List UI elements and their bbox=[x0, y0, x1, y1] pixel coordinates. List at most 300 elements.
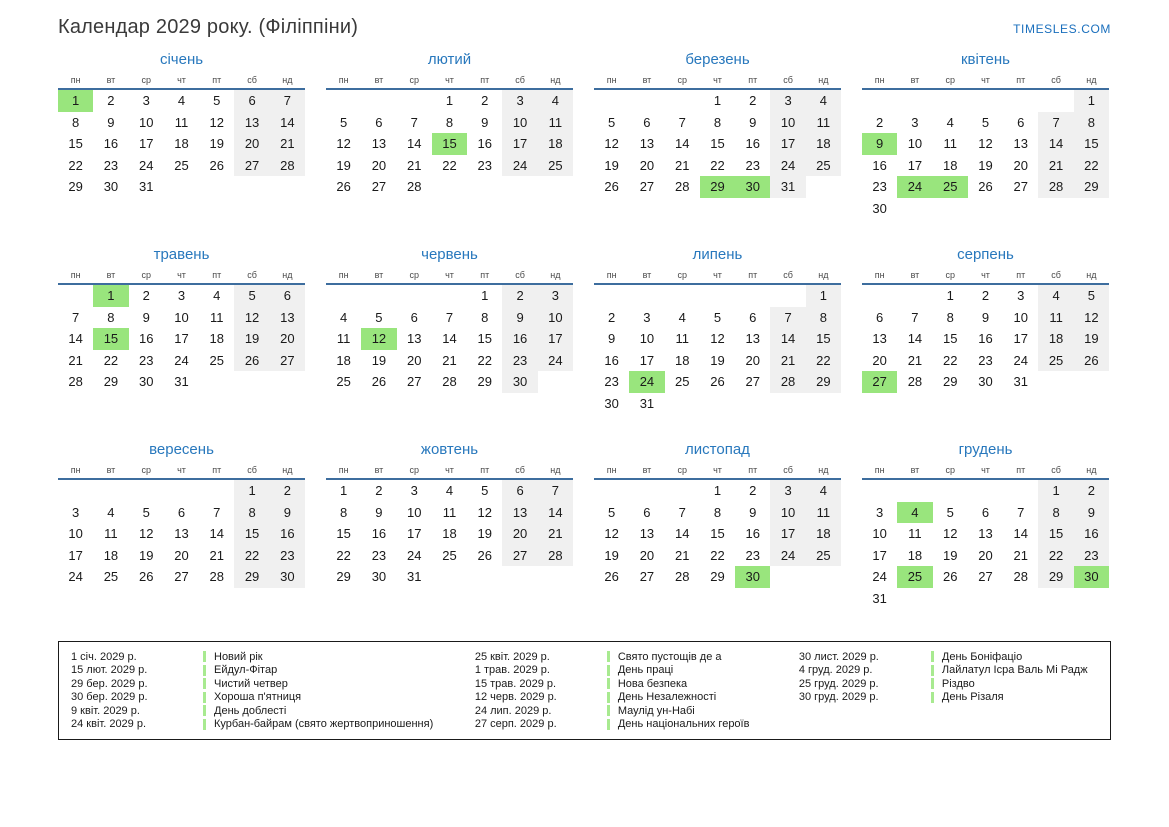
day-cell: 27 bbox=[745, 374, 761, 390]
weekday-label: пн bbox=[338, 270, 349, 280]
weekday-label: пт bbox=[1016, 270, 1026, 280]
day-cell: 26 bbox=[138, 569, 154, 585]
holiday-name: День Боніфаціо bbox=[941, 650, 1023, 663]
day-cell: 19 bbox=[978, 157, 993, 173]
days-grid bbox=[58, 285, 305, 393]
weekday-label: пн bbox=[606, 465, 617, 475]
day-cell: 23 bbox=[270, 545, 305, 567]
day-cell: 11 bbox=[806, 112, 841, 134]
day-cell: 31 bbox=[174, 374, 189, 390]
holiday-name: Різдво bbox=[941, 677, 975, 690]
day-cell: 25 bbox=[1038, 350, 1073, 372]
holiday-name: Ейдул-Фітар bbox=[214, 664, 278, 677]
day-cell: 27 bbox=[406, 374, 422, 390]
day-cell: 14 bbox=[907, 331, 923, 347]
day-cell: 20 bbox=[406, 352, 422, 368]
day-cell: 27 bbox=[978, 569, 993, 585]
day-cell: 4 bbox=[897, 502, 932, 524]
day-cell: 21 bbox=[907, 352, 923, 368]
month-title: грудень bbox=[958, 441, 1013, 458]
weekday-label: сб bbox=[247, 465, 257, 475]
weekday-label: чт bbox=[177, 465, 186, 475]
day-cell: 13 bbox=[872, 331, 887, 347]
month-title: червень bbox=[421, 246, 478, 263]
day-cell: 13 bbox=[639, 526, 655, 542]
day-cell: 20 bbox=[371, 157, 387, 173]
weekday-label: пн bbox=[874, 75, 885, 85]
legend-marker bbox=[607, 678, 610, 689]
day-cell: 28 bbox=[538, 545, 573, 567]
day-cell: 24 bbox=[770, 155, 805, 177]
weekday-label: пт bbox=[480, 465, 490, 475]
day-cell: 9 bbox=[502, 307, 537, 329]
empty-cell bbox=[862, 90, 897, 112]
day-cell: 4 bbox=[445, 483, 454, 499]
weekday-label: пн bbox=[70, 270, 81, 280]
day-cell: 17 bbox=[770, 523, 805, 545]
weekday-label: вт bbox=[910, 465, 920, 475]
empty-cell bbox=[735, 393, 770, 415]
day-cell: 6 bbox=[876, 309, 884, 325]
day-cell: 3 bbox=[911, 114, 919, 130]
day-cell: 3 bbox=[142, 93, 150, 109]
day-cell: 17 bbox=[907, 157, 923, 173]
days-grid bbox=[594, 285, 841, 414]
day-cell: 8 bbox=[481, 309, 489, 325]
weekday-label: сб bbox=[1051, 465, 1061, 475]
day-cell: 29 bbox=[1074, 176, 1109, 198]
weekday-label: ср bbox=[945, 75, 955, 85]
day-cell: 9 bbox=[142, 309, 150, 325]
day-cell: 10 bbox=[1013, 309, 1029, 325]
day-cell: 13 bbox=[745, 331, 761, 347]
weekday-header bbox=[594, 270, 841, 285]
weekday-label: чт bbox=[713, 75, 722, 85]
day-cell: 8 bbox=[1038, 502, 1073, 524]
weekday-label: чт bbox=[981, 270, 990, 280]
day-cell: 14 bbox=[406, 136, 422, 152]
day-cell: 12 bbox=[604, 526, 619, 542]
day-cell: 8 bbox=[107, 309, 115, 325]
day-cell: 1 bbox=[713, 93, 722, 109]
day-cell: 22 bbox=[1074, 155, 1109, 177]
day-cell: 29 bbox=[234, 566, 269, 588]
holiday-date: 1 січ. 2029 р. bbox=[71, 650, 137, 663]
month-block bbox=[326, 244, 573, 439]
day-cell: 12 bbox=[978, 136, 993, 152]
holiday-date: 25 квіт. 2029 р. bbox=[474, 650, 550, 663]
holiday-name: Чистий четвер bbox=[214, 677, 288, 690]
weekday-header bbox=[862, 465, 1109, 480]
day-cell: 5 bbox=[340, 114, 348, 130]
weekday-label: чт bbox=[177, 270, 186, 280]
day-cell: 30 bbox=[872, 200, 887, 216]
weekday-label: пт bbox=[480, 270, 490, 280]
day-cell: 22 bbox=[68, 157, 83, 173]
day-cell: 22 bbox=[234, 545, 269, 567]
month-title: листопад bbox=[685, 441, 750, 458]
day-cell: 20 bbox=[270, 328, 305, 350]
day-cell: 4 bbox=[177, 93, 186, 109]
day-cell: 29 bbox=[336, 569, 351, 585]
empty-cell bbox=[700, 393, 735, 415]
day-cell: 17 bbox=[538, 328, 573, 350]
legend-box bbox=[58, 641, 1111, 740]
day-cell: 7 bbox=[770, 307, 805, 329]
weekday-header bbox=[326, 465, 573, 480]
empty-cell bbox=[897, 90, 932, 112]
day-cell: 6 bbox=[177, 504, 186, 520]
day-cell: 21 bbox=[1038, 155, 1073, 177]
empty-cell bbox=[770, 393, 805, 415]
empty-cell bbox=[933, 198, 968, 220]
day-cell: 24 bbox=[872, 569, 887, 585]
empty-cell bbox=[933, 480, 968, 502]
day-cell: 2 bbox=[1074, 480, 1109, 502]
empty-cell bbox=[502, 176, 537, 198]
empty-cell bbox=[432, 285, 467, 307]
day-cell: 15 bbox=[93, 328, 128, 350]
day-cell: 17 bbox=[639, 352, 655, 368]
day-cell: 29 bbox=[942, 374, 958, 390]
day-cell: 26 bbox=[234, 350, 269, 372]
day-cell: 13 bbox=[1013, 136, 1029, 152]
day-cell: 2 bbox=[749, 93, 757, 109]
day-cell: 24 bbox=[68, 569, 83, 585]
day-cell: 14 bbox=[270, 112, 305, 134]
empty-cell bbox=[629, 285, 664, 307]
day-cell: 28 bbox=[674, 179, 690, 195]
days-grid bbox=[326, 480, 573, 588]
day-cell: 10 bbox=[138, 114, 154, 130]
day-cell: 24 bbox=[538, 350, 573, 372]
day-cell: 4 bbox=[678, 309, 686, 325]
day-cell: 28 bbox=[68, 374, 83, 390]
day-cell: 25 bbox=[209, 352, 225, 368]
legend-row bbox=[71, 691, 475, 705]
empty-cell bbox=[538, 371, 573, 393]
day-cell: 13 bbox=[270, 307, 305, 329]
weekday-label: нд bbox=[282, 270, 293, 280]
day-cell: 20 bbox=[639, 547, 655, 563]
holiday-name: День праці bbox=[617, 664, 674, 677]
legend-marker bbox=[203, 692, 206, 703]
day-cell: 16 bbox=[872, 157, 887, 173]
day-cell: 19 bbox=[604, 157, 619, 173]
day-cell: 21 bbox=[68, 352, 83, 368]
day-cell: 1 bbox=[93, 285, 128, 307]
month-block bbox=[594, 244, 841, 439]
day-cell: 22 bbox=[442, 157, 457, 173]
empty-cell bbox=[1038, 371, 1073, 393]
day-cell: 7 bbox=[678, 114, 686, 130]
day-cell: 23 bbox=[502, 350, 537, 372]
site-link[interactable]: TIMESLES.COM bbox=[1013, 22, 1111, 36]
day-cell: 26 bbox=[604, 179, 619, 195]
day-cell: 27 bbox=[174, 569, 189, 585]
day-cell: 12 bbox=[209, 114, 225, 130]
day-cell: 12 bbox=[477, 504, 493, 520]
day-cell: 7 bbox=[678, 504, 686, 520]
day-cell: 15 bbox=[234, 523, 269, 545]
day-cell: 20 bbox=[978, 547, 993, 563]
day-cell: 5 bbox=[1074, 285, 1109, 307]
weekday-label: ср bbox=[409, 270, 419, 280]
weekday-label: чт bbox=[445, 75, 454, 85]
day-cell: 9 bbox=[107, 114, 115, 130]
weekday-label: нд bbox=[1086, 465, 1097, 475]
day-cell: 7 bbox=[1038, 112, 1073, 134]
day-cell: 18 bbox=[174, 136, 189, 152]
day-cell: 18 bbox=[538, 133, 573, 155]
day-cell: 16 bbox=[1074, 523, 1109, 545]
weekday-label: пн bbox=[338, 75, 349, 85]
day-cell: 22 bbox=[710, 547, 725, 563]
day-cell: 16 bbox=[745, 136, 761, 152]
day-cell: 7 bbox=[270, 90, 305, 112]
weekday-label: нд bbox=[282, 465, 293, 475]
weekday-label: нд bbox=[282, 75, 293, 85]
day-cell: 12 bbox=[942, 526, 958, 542]
day-cell: 14 bbox=[442, 331, 457, 347]
empty-cell bbox=[897, 480, 932, 502]
day-cell: 2 bbox=[375, 483, 383, 499]
day-cell: 28 bbox=[406, 179, 422, 195]
day-cell: 11 bbox=[336, 331, 351, 347]
day-cell: 16 bbox=[604, 352, 619, 368]
day-cell: 1 bbox=[713, 483, 722, 499]
day-cell: 2 bbox=[749, 483, 757, 499]
day-cell: 30 bbox=[138, 374, 154, 390]
day-cell: 3 bbox=[1017, 288, 1025, 304]
day-cell: 28 bbox=[270, 155, 305, 177]
empty-cell bbox=[862, 285, 897, 307]
day-cell: 13 bbox=[639, 136, 655, 152]
weekday-header bbox=[326, 270, 573, 285]
days-grid bbox=[862, 480, 1109, 609]
weekday-header bbox=[58, 270, 305, 285]
day-cell: 15 bbox=[710, 526, 725, 542]
day-cell: 10 bbox=[907, 136, 923, 152]
empty-cell bbox=[467, 176, 502, 198]
weekday-label: сб bbox=[515, 270, 525, 280]
day-cell: 14 bbox=[68, 331, 83, 347]
days-grid bbox=[58, 480, 305, 588]
day-cell: 25 bbox=[103, 569, 119, 585]
weekday-label: нд bbox=[818, 270, 829, 280]
legend-marker bbox=[931, 678, 934, 689]
day-cell: 5 bbox=[608, 114, 616, 130]
weekday-header bbox=[594, 465, 841, 480]
empty-cell bbox=[270, 371, 305, 393]
day-cell: 12 bbox=[604, 136, 619, 152]
day-cell: 29 bbox=[68, 179, 83, 195]
empty-cell bbox=[432, 566, 467, 588]
weekday-label: нд bbox=[818, 465, 829, 475]
day-cell: 6 bbox=[643, 504, 651, 520]
day-cell: 22 bbox=[710, 157, 725, 173]
day-cell: 5 bbox=[713, 309, 722, 325]
weekday-label: ср bbox=[677, 465, 687, 475]
day-cell: 20 bbox=[234, 133, 269, 155]
weekday-label: чт bbox=[981, 465, 990, 475]
day-cell: 12 bbox=[234, 307, 269, 329]
empty-cell bbox=[862, 480, 897, 502]
day-cell: 29 bbox=[1038, 566, 1073, 588]
day-cell: 17 bbox=[406, 526, 422, 542]
day-cell: 14 bbox=[1013, 526, 1029, 542]
day-cell: 8 bbox=[234, 502, 269, 524]
weekday-label: чт bbox=[177, 75, 186, 85]
day-cell: 27 bbox=[270, 350, 305, 372]
empty-cell bbox=[1003, 198, 1038, 220]
day-cell: 7 bbox=[1017, 504, 1025, 520]
day-cell: 13 bbox=[174, 526, 189, 542]
empty-cell bbox=[968, 588, 1003, 610]
weekday-label: ср bbox=[141, 75, 151, 85]
weekday-header bbox=[594, 75, 841, 90]
empty-cell bbox=[1038, 198, 1073, 220]
day-cell: 11 bbox=[675, 331, 689, 347]
weekday-label: нд bbox=[550, 75, 561, 85]
empty-cell bbox=[1074, 371, 1109, 393]
day-cell: 11 bbox=[210, 309, 224, 325]
day-cell: 4 bbox=[946, 114, 954, 130]
day-cell: 27 bbox=[502, 545, 537, 567]
day-cell: 5 bbox=[481, 483, 489, 499]
day-cell: 16 bbox=[745, 526, 761, 542]
day-cell: 11 bbox=[442, 504, 457, 520]
day-cell: 18 bbox=[907, 547, 923, 563]
day-cell: 17 bbox=[174, 331, 189, 347]
weekday-label: ср bbox=[677, 270, 687, 280]
empty-cell bbox=[933, 90, 968, 112]
day-cell: 17 bbox=[872, 547, 887, 563]
day-cell: 15 bbox=[942, 331, 958, 347]
day-cell: 15 bbox=[477, 331, 493, 347]
legend-row bbox=[475, 677, 799, 691]
day-cell: 24 bbox=[502, 155, 537, 177]
weekday-header bbox=[862, 270, 1109, 285]
empty-cell bbox=[897, 285, 932, 307]
legend-marker bbox=[931, 665, 934, 676]
day-cell: 4 bbox=[806, 480, 841, 502]
day-cell: 22 bbox=[942, 352, 958, 368]
day-cell: 21 bbox=[270, 133, 305, 155]
holiday-name: Маулід ун-Набі bbox=[617, 704, 695, 717]
day-cell: 31 bbox=[406, 569, 422, 585]
weekday-label: чт bbox=[981, 75, 990, 85]
day-cell: 7 bbox=[445, 309, 454, 325]
day-cell: 2 bbox=[876, 114, 884, 130]
day-cell: 20 bbox=[639, 157, 655, 173]
empty-cell bbox=[1038, 588, 1073, 610]
day-cell: 10 bbox=[639, 331, 655, 347]
legend-row bbox=[475, 650, 799, 664]
empty-cell bbox=[770, 285, 805, 307]
day-cell: 12 bbox=[361, 328, 396, 350]
day-cell: 8 bbox=[713, 114, 722, 130]
day-cell: 24 bbox=[897, 176, 932, 198]
empty-cell bbox=[1003, 588, 1038, 610]
legend-row bbox=[71, 718, 475, 732]
day-cell: 2 bbox=[481, 93, 489, 109]
weekday-label: вт bbox=[642, 270, 652, 280]
day-cell: 5 bbox=[213, 93, 221, 109]
holiday-date: 30 груд. 2029 р. bbox=[798, 691, 879, 704]
day-cell: 28 bbox=[770, 371, 805, 393]
day-cell: 15 bbox=[806, 328, 841, 350]
legend-marker bbox=[607, 651, 610, 662]
legend-row bbox=[71, 677, 475, 691]
legend-row bbox=[71, 650, 475, 664]
legend-marker bbox=[931, 692, 934, 703]
day-cell: 13 bbox=[406, 331, 422, 347]
legend-row bbox=[475, 691, 799, 705]
legend-marker bbox=[607, 719, 610, 730]
day-cell: 26 bbox=[942, 569, 958, 585]
day-cell: 4 bbox=[340, 309, 348, 325]
day-cell: 12 bbox=[336, 136, 351, 152]
day-cell: 18 bbox=[674, 352, 690, 368]
weekday-label: пт bbox=[480, 75, 490, 85]
day-cell: 15 bbox=[1074, 133, 1109, 155]
weekday-label: пт bbox=[748, 75, 758, 85]
day-cell: 5 bbox=[608, 504, 616, 520]
weekday-label: нд bbox=[1086, 270, 1097, 280]
empty-cell bbox=[968, 198, 1003, 220]
empty-cell bbox=[665, 393, 700, 415]
day-cell: 1 bbox=[1074, 90, 1109, 112]
weekday-label: пт bbox=[748, 465, 758, 475]
day-cell: 21 bbox=[442, 352, 457, 368]
weekday-label: вт bbox=[106, 270, 116, 280]
day-cell: 2 bbox=[502, 285, 537, 307]
day-cell: 19 bbox=[209, 136, 225, 152]
day-cell: 6 bbox=[1017, 114, 1025, 130]
day-cell: 6 bbox=[410, 309, 418, 325]
weekday-label: пн bbox=[606, 270, 617, 280]
day-cell: 26 bbox=[710, 374, 725, 390]
weekday-label: вт bbox=[910, 270, 920, 280]
day-cell: 29 bbox=[806, 371, 841, 393]
day-cell: 6 bbox=[375, 114, 383, 130]
day-cell: 26 bbox=[604, 569, 619, 585]
legend-marker bbox=[203, 678, 206, 689]
day-cell: 16 bbox=[978, 331, 993, 347]
day-cell: 7 bbox=[538, 480, 573, 502]
day-cell: 11 bbox=[806, 502, 841, 524]
day-cell: 9 bbox=[1074, 502, 1109, 524]
day-cell: 21 bbox=[770, 350, 805, 372]
weekday-label: сб bbox=[515, 465, 525, 475]
weekday-label: чт bbox=[445, 270, 454, 280]
day-cell: 16 bbox=[371, 526, 387, 542]
empty-cell bbox=[897, 198, 932, 220]
day-cell: 10 bbox=[872, 526, 887, 542]
legend-row bbox=[475, 718, 799, 732]
month-title: липень bbox=[692, 246, 743, 263]
day-cell: 28 bbox=[442, 374, 457, 390]
day-cell: 23 bbox=[477, 157, 493, 173]
holiday-date: 29 бер. 2029 р. bbox=[71, 677, 148, 690]
holiday-name: Лайлатул Ісра Валь Мі Радж bbox=[941, 664, 1088, 677]
day-cell: 23 bbox=[745, 157, 761, 173]
weekday-label: сб bbox=[1051, 270, 1061, 280]
weekday-label: пт bbox=[1016, 465, 1026, 475]
month-title: вересень bbox=[149, 441, 214, 458]
empty-cell bbox=[361, 90, 396, 112]
